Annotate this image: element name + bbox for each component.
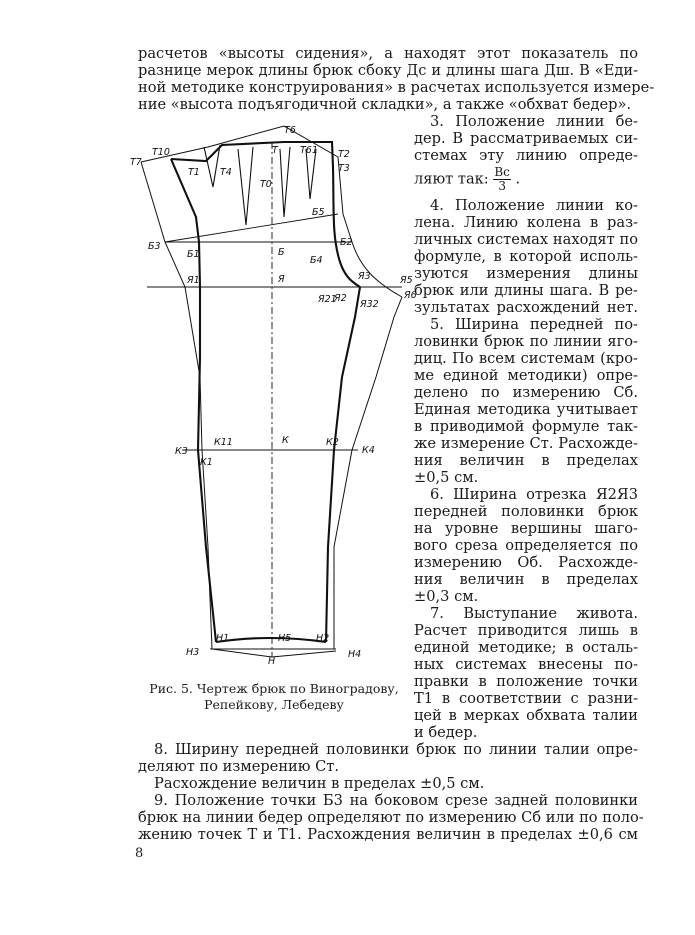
point-label: Б xyxy=(278,247,285,258)
text-line: разнице мерок длины брюк сбоку Дс и длины шага Дш. В «Еди- xyxy=(138,62,638,79)
text-line: ния величин в пределах xyxy=(414,452,638,469)
hem-point-label: Н xyxy=(268,656,276,667)
text-line: вого среза определяется по xyxy=(414,537,638,554)
text-line: личных системах находят по xyxy=(414,231,638,248)
point-label: Я5 xyxy=(400,275,413,286)
fraction-denominator: 3 xyxy=(498,179,506,193)
text-line: дер. В рассматриваемых си- xyxy=(414,130,638,147)
text-line: измерению Об. Расхожде- xyxy=(414,554,638,571)
text-line: брюк или длины шага. В ре- xyxy=(414,282,638,299)
point-label: К xyxy=(282,435,289,446)
point-label: Б4 xyxy=(310,255,323,266)
formula-line xyxy=(414,166,520,193)
point-label: Я xyxy=(278,274,285,285)
figure-labels xyxy=(130,125,417,660)
formula-trail: . xyxy=(515,170,521,188)
back-half-outline xyxy=(141,126,402,657)
point-label: Т6 xyxy=(284,125,296,136)
point-label: К11 xyxy=(214,437,233,448)
point-label: Т1 xyxy=(188,167,200,178)
text-line: 9. Положение точки Б3 на боковом срезе задней половинки xyxy=(154,792,638,809)
text-line: единой методике; в осталь- xyxy=(414,639,638,656)
point-label: Б5 xyxy=(312,207,325,218)
text-line: стемах эту линию опреде- xyxy=(414,147,638,164)
point-label: Т xyxy=(272,145,278,156)
point-label: Б2 xyxy=(340,237,353,248)
front-half-outline xyxy=(171,142,360,642)
text-line: в приводимой формуле так- xyxy=(414,418,638,435)
point-label: К2 xyxy=(326,437,339,448)
point-label: Т3 xyxy=(338,163,350,174)
text-line: передней половинки брюк xyxy=(414,503,638,520)
point-label: Т0 xyxy=(260,179,272,190)
text-line: деляют по измерению Ст. xyxy=(138,758,339,775)
text-line: делено по измерению Сб. xyxy=(414,384,638,401)
point-label: Б1 xyxy=(187,249,200,260)
text-line: расчетов «высоты сидения», а находят этот показатель по xyxy=(138,45,638,62)
point-label: Т61 xyxy=(300,145,318,156)
point-label: Я2 xyxy=(334,293,347,304)
point-label: Н2 xyxy=(316,633,330,644)
text-line: диц. По всем системам (кро- xyxy=(414,350,638,367)
text-line: же измерение Ст. Расхожде- xyxy=(414,435,638,452)
text-line: 7. Выступание живота. xyxy=(430,605,638,622)
formula-fraction xyxy=(493,166,511,193)
construction-lines xyxy=(147,142,402,657)
text-line: формуле, в которой исполь- xyxy=(414,248,638,265)
page-number: 8 xyxy=(135,846,144,861)
text-line: жению точек Т и Т1. Расхождения величин в пределах ±0,6 см xyxy=(138,826,638,843)
point-label: Я21 xyxy=(318,294,337,305)
point-label: Н5 xyxy=(278,633,292,644)
caption-line: Рис. 5. Чертеж брюк по Виноградову, xyxy=(149,681,399,696)
point-label: Я6 xyxy=(404,290,417,301)
text-line: 5. Ширина передней по- xyxy=(430,316,638,333)
text-line: Т1 в соответствии с разни- xyxy=(414,690,638,707)
figure-caption xyxy=(142,681,406,713)
text-line: ловинки брюк по линии яго- xyxy=(414,333,638,350)
text-line: лена. Линию колена в раз- xyxy=(414,214,638,231)
point-label: Т10 xyxy=(152,147,170,158)
text-line: зультатах расхождений нет. xyxy=(414,299,638,316)
point-label: К1 xyxy=(200,457,213,468)
point-label: К4 xyxy=(362,445,375,456)
text-line: 6. Ширина отрезка Я2Я3 xyxy=(430,486,638,503)
text-line: Единая методика учитывает xyxy=(414,401,638,418)
text-line: Расхождение величин в пределах ±0,5 см. xyxy=(154,775,485,792)
text-line: ной методике конструирования» в расчетах используется измере- xyxy=(138,79,655,96)
point-label: Я32 xyxy=(360,299,379,310)
text-line: ние «высота подъягодичной складки», а также «обхват бедер». xyxy=(138,96,632,113)
back-hip-slope xyxy=(165,214,338,242)
text-line: ных системах внесены по- xyxy=(414,656,638,673)
text-line: зуются измерения длины xyxy=(414,265,638,282)
text-line: брюк на линии бедер определяют по измерению Сб или по поло- xyxy=(138,809,644,826)
text-line: цей в мерках обхвата талии xyxy=(414,707,638,724)
text-line: 8. Ширину передней половинки брюк по линии талии опре- xyxy=(154,741,638,758)
point-label: Т7 xyxy=(130,157,142,168)
text-line: 3. Положение линии бе- xyxy=(430,113,638,130)
text-line: правки в положение точки xyxy=(414,673,638,690)
text-line: и бедер. xyxy=(414,724,478,741)
point-label: К3 xyxy=(175,446,188,457)
point-label: Н1 xyxy=(216,633,230,644)
trouser-pattern-figure xyxy=(120,117,420,662)
fraction-numerator: Вс xyxy=(494,165,510,179)
point-label: Н3 xyxy=(186,647,200,658)
point-label: Н4 xyxy=(348,649,362,660)
text-line: ляют так: xyxy=(414,170,489,188)
text-line: ±0,3 см. xyxy=(414,588,479,605)
caption-line: Репейкову, Лебедеву xyxy=(204,697,344,712)
text-line: ме единой методики) опре- xyxy=(414,367,638,384)
text-line: ния величин в пределах xyxy=(414,571,638,588)
point-label: Я1 xyxy=(187,275,200,286)
point-label: Б3 xyxy=(148,241,161,252)
text-line: на уровне вершины шаго- xyxy=(414,520,638,537)
text-line: Расчет приводится лишь в xyxy=(414,622,638,639)
point-label: Я3 xyxy=(358,271,371,282)
point-label: Т2 xyxy=(338,149,350,160)
text-line: ±0,5 см. xyxy=(414,469,479,486)
point-label: Т4 xyxy=(220,167,232,178)
text-line: 4. Положение линии ко- xyxy=(430,197,638,214)
